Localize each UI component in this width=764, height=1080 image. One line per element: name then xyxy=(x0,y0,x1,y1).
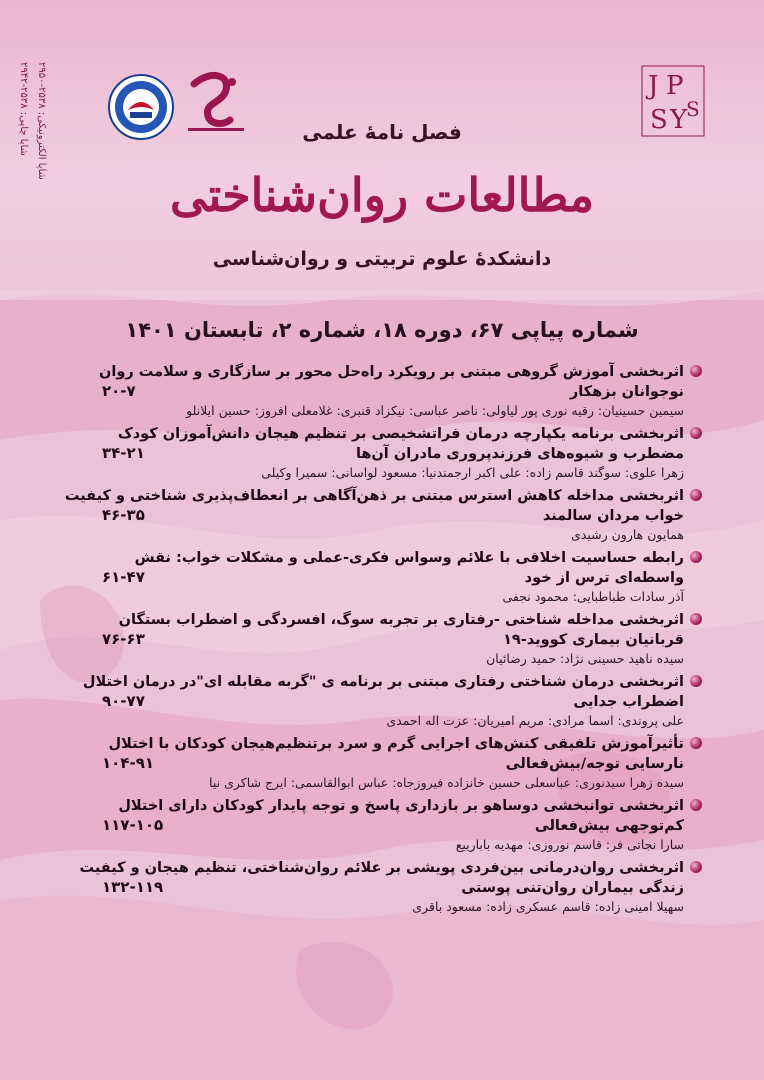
article-authors: همایون هارون رشیدی xyxy=(571,527,684,542)
bullet-icon xyxy=(690,365,702,377)
article-title-text: اثربخشی مداخله کاهش استرس مبتنی بر ذهن‌آگاهی بر انعطاف‌پذیری شناختی و کیفیت خواب مردان سالمند xyxy=(64,488,684,524)
svg-text:S: S xyxy=(650,105,668,135)
article-pages: ۲۰-۷ xyxy=(102,382,136,400)
article-title-text: اثربخشی روان‌درمانی بین‌فردی پویشی بر علائم روان‌شناختی، تنظیم هیجان و کیفیت زندگی بیماران روان‌تنی پوستی xyxy=(79,860,684,896)
article-authors: سیمین حسینیان: رقیه نوری پور لیاولی: ناصر عباسی: نیکزاد قنبری: غلامعلی افروز: حسین ایلانلو xyxy=(186,403,684,418)
article-entry[interactable] xyxy=(62,734,702,792)
article-title[interactable] xyxy=(62,548,702,588)
faculty-name: دانشکدۀ علوم تربیتی و روان‌شناسی xyxy=(212,248,552,270)
article-title-text: اثربخشی درمان شناختی رفتاری مبتنی بر برنامه ی "گربه مقابله ای"در درمان اختلال اضطراب جدایی xyxy=(82,674,684,710)
table-of-contents xyxy=(62,362,702,920)
article-authors: علی پروندی: اسما مرادی: مریم امیریان: عزت اله احمدی xyxy=(386,713,684,728)
svg-text:P: P xyxy=(666,71,684,101)
article-entry[interactable] xyxy=(62,486,702,544)
article-pages: ۱۱۷-۱۰۵ xyxy=(102,816,164,834)
issue-info: شماره پیاپی ۶۷، دوره ۱۸، شماره ۲، تابستان ۱۴۰۱ xyxy=(125,318,639,342)
journal-title: مطالعات روان‌شناختی xyxy=(169,168,595,222)
article-authors: سیده زهرا سیدنوری: عباسعلی حسین خانزاده فیروزجاه: عباس ابوالقاسمی: ایرج شاکری نیا xyxy=(209,775,684,790)
issn-print: شاپا چاپی: ۲۵۳۸-۲۹۴۲ xyxy=(18,62,29,156)
bullet-icon xyxy=(690,613,702,625)
article-pages: ۱۰۴-۹۱ xyxy=(102,754,155,772)
article-title-text: رابطه حساسیت اخلاقی با علائم وسواس فکری-عملی و مشکلات خواب: نقش واسطه‌ای ترس از خود xyxy=(134,550,684,586)
article-authors: سهیلا امینی زاده: قاسم عسکری زاده: مسعود باقری xyxy=(412,899,684,914)
article-pages: ۶۱-۴۷ xyxy=(102,568,145,586)
header-band xyxy=(0,0,764,290)
article-authors: سارا نجاتی فر: قاسم نوروزی: مهدیه بابارییع xyxy=(455,837,684,852)
article-pages: ۷۶-۶۳ xyxy=(102,630,145,648)
article-entry[interactable] xyxy=(62,796,702,854)
article-title-text: اثربخشی آموزش گروهی مبتنی بر رویکرد راه‌حل محور بر سازگاری و سلامت روان نوجوانان بزهکار xyxy=(99,364,684,400)
article-pages: ۳۴-۲۱ xyxy=(102,444,145,462)
article-title-text: اثربخشی برنامه یکپارچه درمان فراتشخیصی بر تنظیم هیجان دانش‌آموزان کودک مضطرب و شیوه‌های فرزندپروری مادران آن‌ها xyxy=(117,426,684,462)
article-entry[interactable] xyxy=(62,424,702,482)
article-pages: ۱۳۲-۱۱۹ xyxy=(102,878,164,896)
article-pages: ۴۶-۳۵ xyxy=(102,506,145,524)
bullet-icon xyxy=(690,427,702,439)
issn-online: شاپا الکترونیکی: ۲۵۳۸-۲۹۵۰ xyxy=(36,62,47,180)
bullet-icon xyxy=(690,861,702,873)
article-entry[interactable] xyxy=(62,548,702,606)
bullet-icon xyxy=(690,799,702,811)
svg-text:Y: Y xyxy=(670,105,688,135)
quarterly-label: فصل نامۀ علمی xyxy=(302,120,462,144)
article-title[interactable] xyxy=(62,362,702,402)
article-entry[interactable] xyxy=(62,672,702,730)
bullet-icon xyxy=(690,551,702,563)
article-title-text: اثربخشی مداخله شناختی -رفتاری بر تجربه سوگ، افسردگی و اضطراب بستگان قربانیان بیماری کووید-۱۹ xyxy=(118,612,684,648)
article-title[interactable] xyxy=(62,486,702,526)
bullet-icon xyxy=(690,737,702,749)
bullet-icon xyxy=(690,489,702,501)
article-title[interactable] xyxy=(62,610,702,650)
article-authors: زهرا علوی: سوگند قاسم زاده: علی اکبر ارجمندنیا: مسعود لواسانی: سمیرا وکیلی xyxy=(261,465,684,480)
article-title-text: اثربخشی توانبخشی دوساهو بر بازداری پاسخ و توجه پایدار کودکان دارای اختلال کم‌توجهی بیش‌فعالی xyxy=(118,798,684,834)
article-pages: ۹۰-۷۷ xyxy=(102,692,145,710)
article-title[interactable] xyxy=(62,424,702,464)
article-entry[interactable] xyxy=(62,362,702,420)
article-title[interactable] xyxy=(62,672,702,712)
svg-text:S: S xyxy=(686,97,700,121)
article-entry[interactable] xyxy=(62,858,702,916)
article-title-text: تأثیرآموزش تلفیقی کنش‌های اجرایی گرم و سرد برتنظیم‌هیجان کودکان با اختلال نارسایی توجه/بیش‌فعالی xyxy=(108,736,684,772)
svg-text:J: J xyxy=(648,71,659,101)
article-authors: آذر سادات طباطبایی: محمود نجفی xyxy=(502,589,684,604)
article-title[interactable] xyxy=(62,734,702,774)
bullet-icon xyxy=(690,675,702,687)
article-authors: سیده ناهید حسینی نژاد: حمید رضائیان xyxy=(486,651,684,666)
article-entry[interactable] xyxy=(62,610,702,668)
